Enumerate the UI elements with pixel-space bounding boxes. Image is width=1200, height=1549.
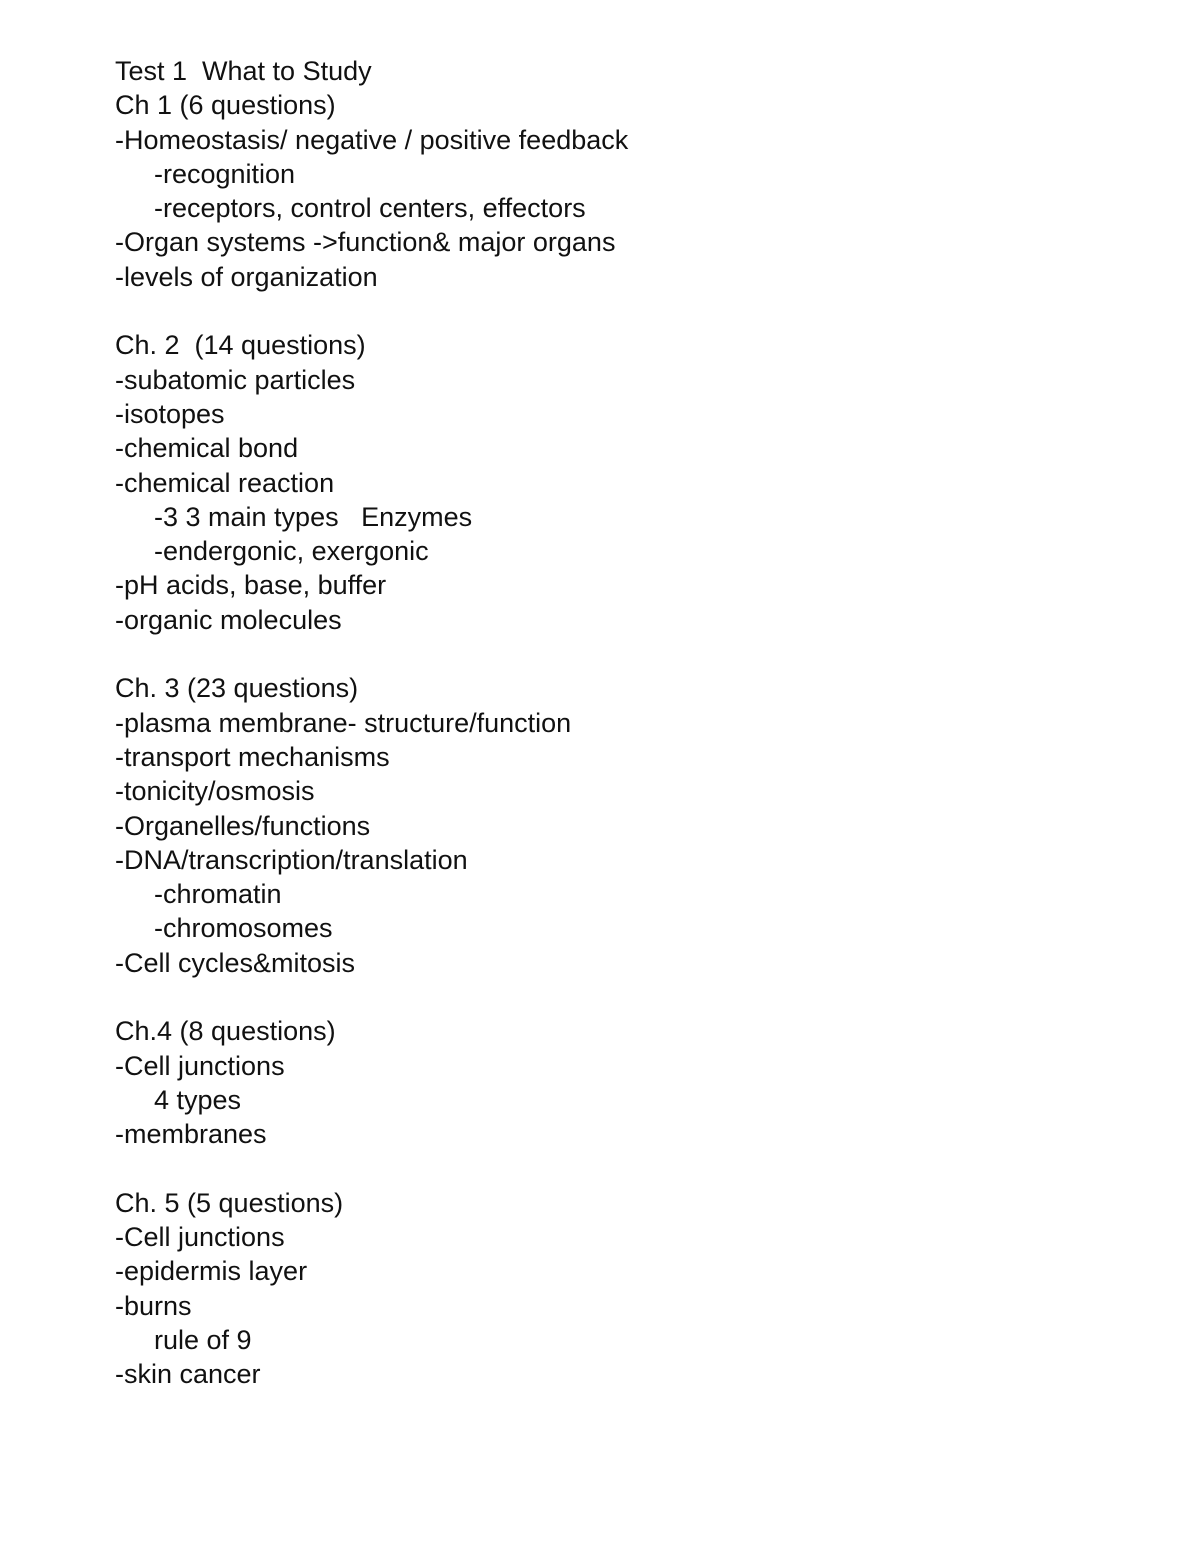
ch3-item: -Cell cycles&mitosis (115, 947, 356, 978)
ch3-item: -plasma membrane- structure/function (115, 707, 572, 738)
study-guide-document (115, 54, 1115, 1392)
ch1-heading: Ch 1 (6 questions) (115, 90, 336, 121)
ch2-item: -subatomic particles (115, 364, 356, 395)
section-spacer (115, 637, 1115, 671)
section-spacer (115, 294, 1115, 328)
section-spacer (115, 980, 1115, 1014)
ch3-subitem: -chromosomes (154, 913, 333, 944)
ch3-item: -DNA/transcription/translation (115, 844, 468, 875)
ch1-item: -levels of organization (115, 261, 378, 292)
ch4-item: -membranes (115, 1119, 267, 1150)
ch4-heading: Ch.4 (8 questions) (115, 1016, 336, 1047)
ch1-item: -Homeostasis/ negative / positive feedback (115, 124, 629, 155)
ch2-subitem: -3 3 main types Enzymes (154, 501, 473, 532)
ch2-heading: Ch. 2 (14 questions) (115, 330, 366, 361)
section-spacer (115, 1152, 1115, 1186)
ch2-item: -pH acids, base, buffer (115, 570, 387, 601)
ch5-subitem: rule of 9 (154, 1324, 252, 1355)
ch1-subitem: -recognition (154, 158, 296, 189)
ch3-heading: Ch. 3 (23 questions) (115, 673, 359, 704)
ch3-item: -tonicity/osmosis (115, 776, 315, 807)
ch1-subitem: -receptors, control centers, effectors (154, 193, 586, 224)
ch5-heading: Ch. 5 (5 questions) (115, 1187, 344, 1218)
ch4-subitem: 4 types (154, 1084, 242, 1115)
ch3-item: -Organelles/functions (115, 810, 371, 841)
ch4-item: -Cell junctions (115, 1050, 285, 1081)
ch2-item: -chemical reaction (115, 467, 335, 498)
ch2-subitem: -endergonic, exergonic (154, 536, 429, 567)
ch2-item: -chemical bond (115, 433, 299, 464)
ch1-item: -Organ systems ->function& major organs (115, 227, 616, 258)
ch5-item: -epidermis layer (115, 1256, 308, 1287)
ch3-subitem: -chromatin (154, 879, 282, 910)
document-title: Test 1 What to Study (115, 56, 372, 86)
ch2-item: -organic molecules (115, 604, 342, 635)
ch5-item: -Cell junctions (115, 1222, 285, 1253)
ch5-item: -skin cancer (115, 1359, 261, 1390)
ch5-item: -burns (115, 1290, 192, 1321)
ch3-item: -transport mechanisms (115, 741, 390, 772)
ch2-item: -isotopes (115, 398, 225, 429)
